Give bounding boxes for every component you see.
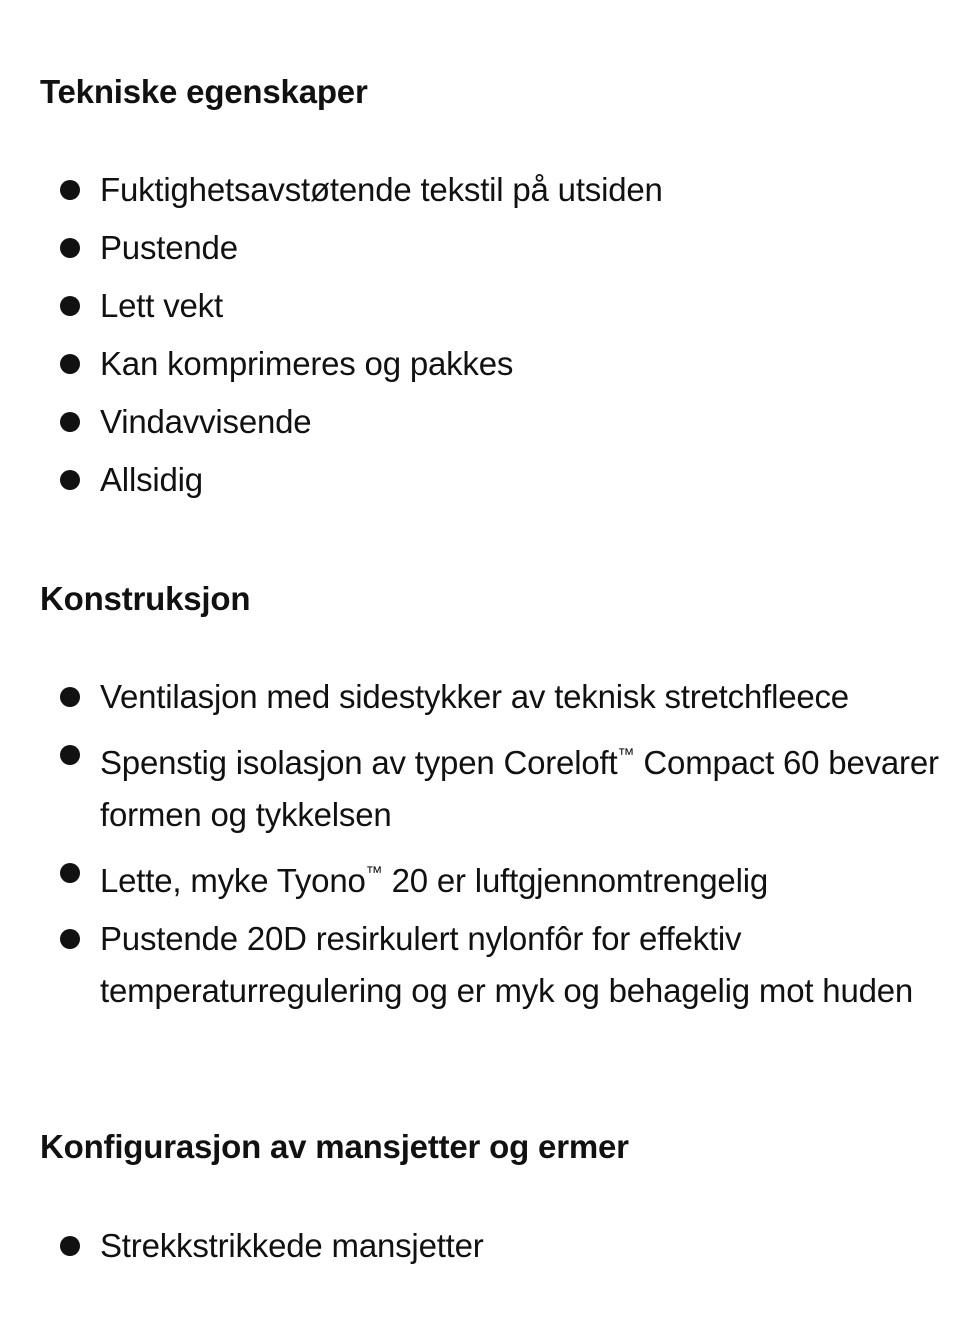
list-item xyxy=(40,1220,940,1272)
list-item-text: Spenstig isolasjon av typen Coreloft xyxy=(100,744,618,781)
section-heading-technical: Tekniske egenskaper xyxy=(40,73,368,110)
list-item xyxy=(40,913,940,1017)
list-item xyxy=(40,454,940,506)
list-item-text: Vindavvisende xyxy=(100,403,312,440)
list-item xyxy=(40,671,940,723)
bullet-icon xyxy=(60,238,80,258)
list-item-text: Lette, myke Tyono xyxy=(100,862,366,899)
bullet-icon xyxy=(60,929,80,949)
technical-features-list xyxy=(40,164,940,506)
list-item-text: Strekkstrikkede mansjetter xyxy=(100,1227,484,1264)
section-heading-construction: Konstruksjon xyxy=(40,580,251,617)
bullet-icon xyxy=(60,296,80,316)
bullet-icon xyxy=(60,180,80,200)
section-heading-cuffs-sleeves: Konfigurasjon av mansjetter og ermer xyxy=(40,1128,629,1165)
list-item-text: Ventilasjon med sidestykker av teknisk stretchfleece xyxy=(100,678,849,715)
bullet-icon xyxy=(60,1236,80,1256)
bullet-icon xyxy=(60,863,80,883)
bullet-icon xyxy=(60,354,80,374)
cuffs-sleeves-list xyxy=(40,1220,940,1272)
list-item-text: Pustende 20D resirkulert nylonfôr for effektiv temperaturregulering og er myk og behagelig mot huden xyxy=(100,920,914,1009)
trademark-symbol: ™ xyxy=(365,863,383,882)
construction-list xyxy=(40,671,940,1017)
list-item-text: Fuktighetsavstøtende tekstil på utsiden xyxy=(100,171,663,208)
list-item xyxy=(40,396,940,448)
bullet-icon xyxy=(60,412,80,432)
list-item xyxy=(40,729,940,841)
bullet-icon xyxy=(60,745,80,765)
list-item xyxy=(40,338,940,390)
bullet-icon xyxy=(60,687,80,707)
list-item-text: Lett vekt xyxy=(100,287,223,324)
list-item-text: Kan komprimeres og pakkes xyxy=(100,345,514,382)
list-item xyxy=(40,847,940,907)
list-item-text: Allsidig xyxy=(100,461,203,498)
list-item-text: 20 er luftgjennomtrengelig xyxy=(382,862,769,899)
trademark-symbol: ™ xyxy=(617,745,635,764)
bullet-icon xyxy=(60,470,80,490)
list-item-text: Compact 60 bevarer formen og tykkelsen xyxy=(100,744,939,833)
list-item xyxy=(40,164,940,216)
list-item xyxy=(40,222,940,274)
list-item xyxy=(40,280,940,332)
list-item-text: Pustende xyxy=(100,229,238,266)
